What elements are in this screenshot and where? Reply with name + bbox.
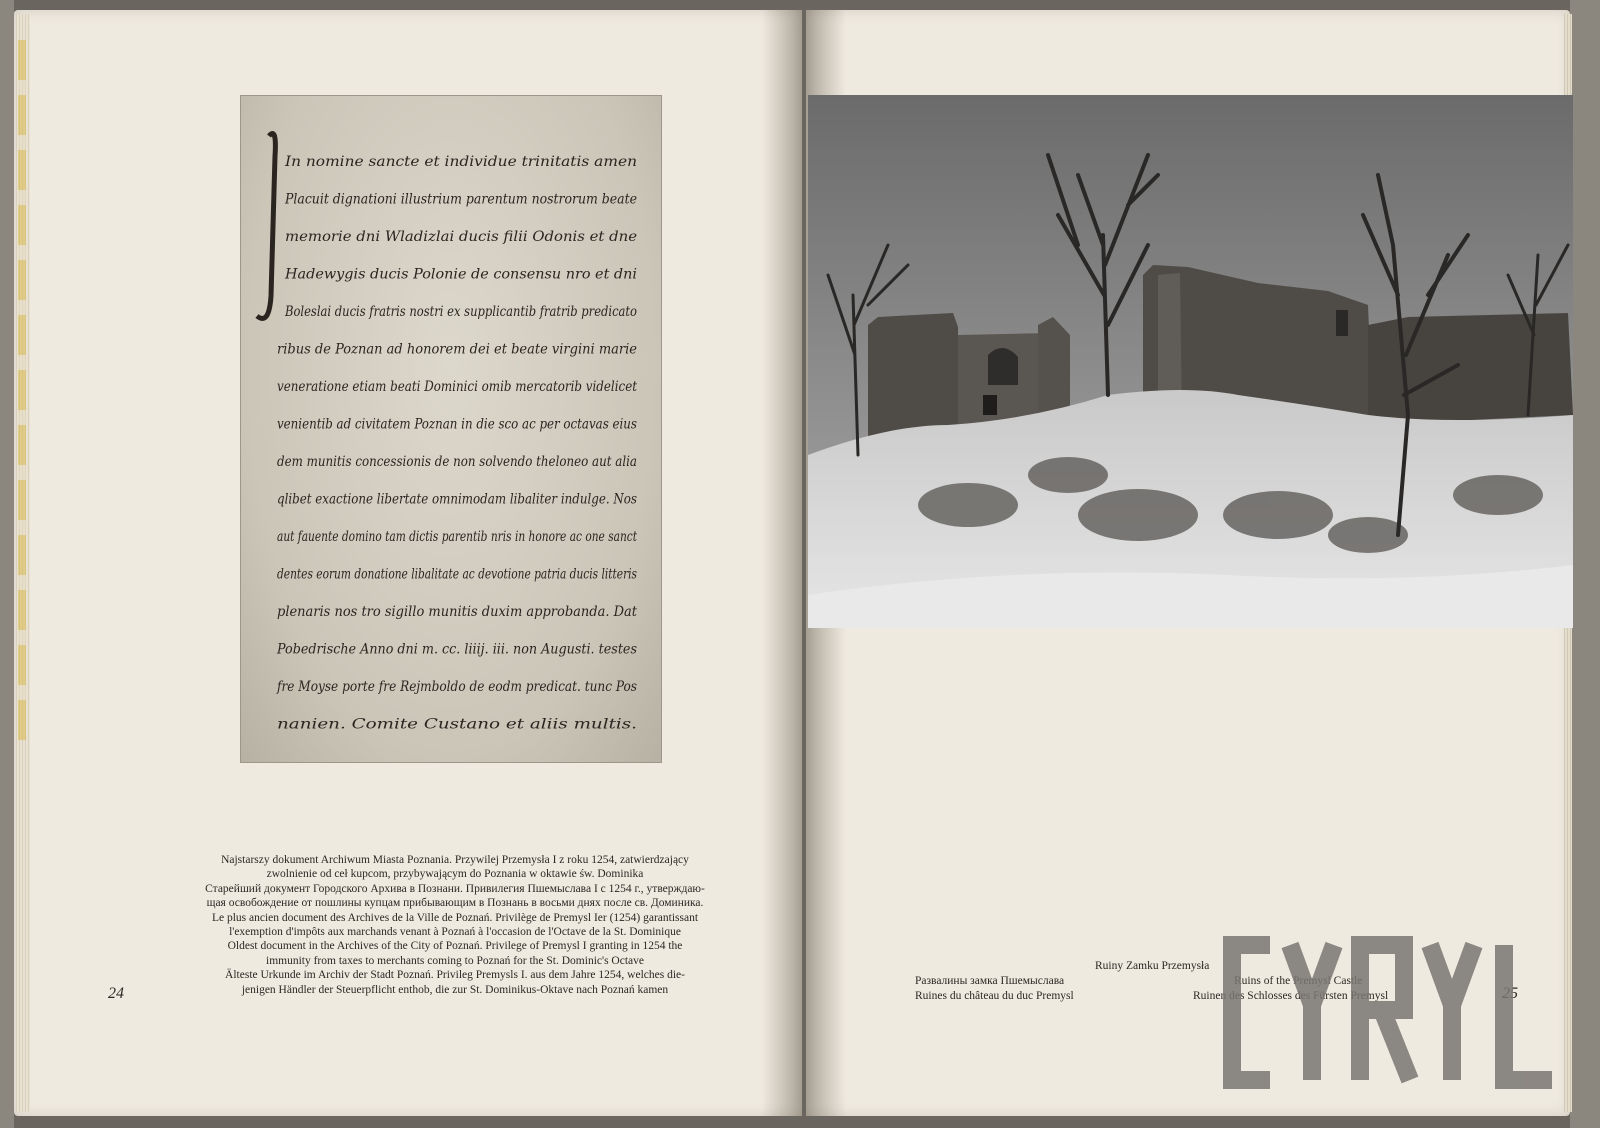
manuscript-facsimile (240, 95, 662, 763)
castle-ruins-illustration (808, 95, 1573, 628)
manuscript-initial-i (257, 134, 275, 319)
manuscript-line: memorie dni Wladizlai ducis filii Odonis et dne (285, 229, 637, 245)
caption-line-english-2: immunity from taxes to merchants coming to Poznań for the St. Dominic's Octave (266, 954, 644, 967)
caption-line-french-1: Le plus ancien document des Archives de la Ville de Poznań. Privilège de Premysl Ier (1254) garantissant (211, 911, 699, 924)
manuscript-line: qlibet exactione libertate omnimodam libaliter indulge. Nos (277, 491, 637, 508)
manuscript-text (241, 96, 661, 762)
manuscript-line: Hadewygis ducis Polonie de consensu nro et dni (283, 266, 637, 283)
cyryl-watermark-logo (1222, 935, 1562, 1090)
caption-line-russian-2: щая освобождение от пошлины купцам прибывающим в Познань в восьми днях после св. Доминика. (206, 897, 704, 910)
caption-russian: Развалины замка Пшемыслава (915, 975, 1065, 987)
cyryl-logo-graphic (1222, 935, 1562, 1090)
manuscript-line: dentes eorum donatione libalitate ac devotione patria ducis litteris (277, 566, 637, 583)
page-number-right: 25 (1502, 985, 1518, 1002)
left-page-stack-tint (18, 40, 26, 740)
manuscript-line: Boleslai ducis fratris nostri ex supplicantib fratrib predicato (284, 304, 637, 320)
caption-line-german-2: jenigen Händler der Steuerpflicht enthob, die zur St. Dominikus-Oktave nach Poznań kamen (241, 983, 669, 996)
manuscript-line: ribus de Poznan ad honorem dei et beate virgini marie (277, 341, 637, 358)
caption-line-french-2: l'exemption d'impôts aux marchands venant à Poznań à l'occasion de l'Octave de la St. Dominique (229, 926, 681, 939)
manuscript-line: nanien. Comite Custano et aliis multis. (277, 716, 637, 733)
page-number-left: 24 (108, 985, 124, 1002)
caption-line-russian-1: Старейший документ Городского Архива в Познани. Привилегия Пшемыслава I с 1254 г., утверждаю- (205, 882, 705, 895)
manuscript-line: In nomine sancte et individue trinitatis amen (283, 154, 637, 170)
castle-ruins-photo (808, 95, 1573, 628)
manuscript-line: veneratione etiam beati Dominici omib mercatorib videlicet (277, 379, 638, 395)
manuscript-line: aut fauente domino tam dictis parentib nris in honore ac one sanct (277, 529, 638, 545)
caption-line-polish-1: Najstarszy dokument Archiwum Miasta Poznania. Przywilej Przemysła I z roku 1254, zatwierdzający (221, 854, 689, 866)
manuscript-line: fre Moyse porte fre Rejmboldo de eodm predicat. tunc Pos (276, 679, 637, 695)
manuscript-line: plenaris nos tro sigillo munitis duxim approbanda. Dat (277, 604, 638, 620)
manuscript-line: Placuit dignationi illustrium parentum nostrorum beate (284, 191, 637, 208)
manuscript-line: venientib ad civitatem Poznan in die sco ac per octavas eius (277, 416, 637, 433)
caption-french: Ruines du château du duc Premysl (915, 990, 1074, 1002)
caption-english: Ruins of the Premysl Castle (1234, 975, 1363, 987)
caption-line-german-1: Älteste Urkunde im Archiv der Stadt Poznań. Privileg Premysls I. aus dem Jahre 1254, welches die- (225, 969, 685, 982)
caption-german: Ruinen des Schlosses des Fürsten Premysl (1193, 990, 1389, 1002)
book-cover-right-edge (1570, 0, 1600, 1128)
caption-line-polish-2: zwolnienie od ceł kupcom, przybywającym do Poznania w oktawie św. Dominika (266, 868, 644, 881)
caption-polish: Ruiny Zamku Przemysła (1095, 960, 1210, 972)
left-page-caption (130, 853, 780, 997)
caption-line-english-1: Oldest document in the Archives of the City of Poznań. Privilege of Premysl I granting in 1254 the (227, 940, 683, 953)
book-cover-left-edge (0, 0, 14, 1128)
manuscript-line: dem munitis concessionis de non solvendo theloneo aut alia (277, 454, 637, 470)
manuscript-line: Pobedrische Anno dni m. cc. liiij. iii. non Augusti. testes (276, 641, 637, 658)
